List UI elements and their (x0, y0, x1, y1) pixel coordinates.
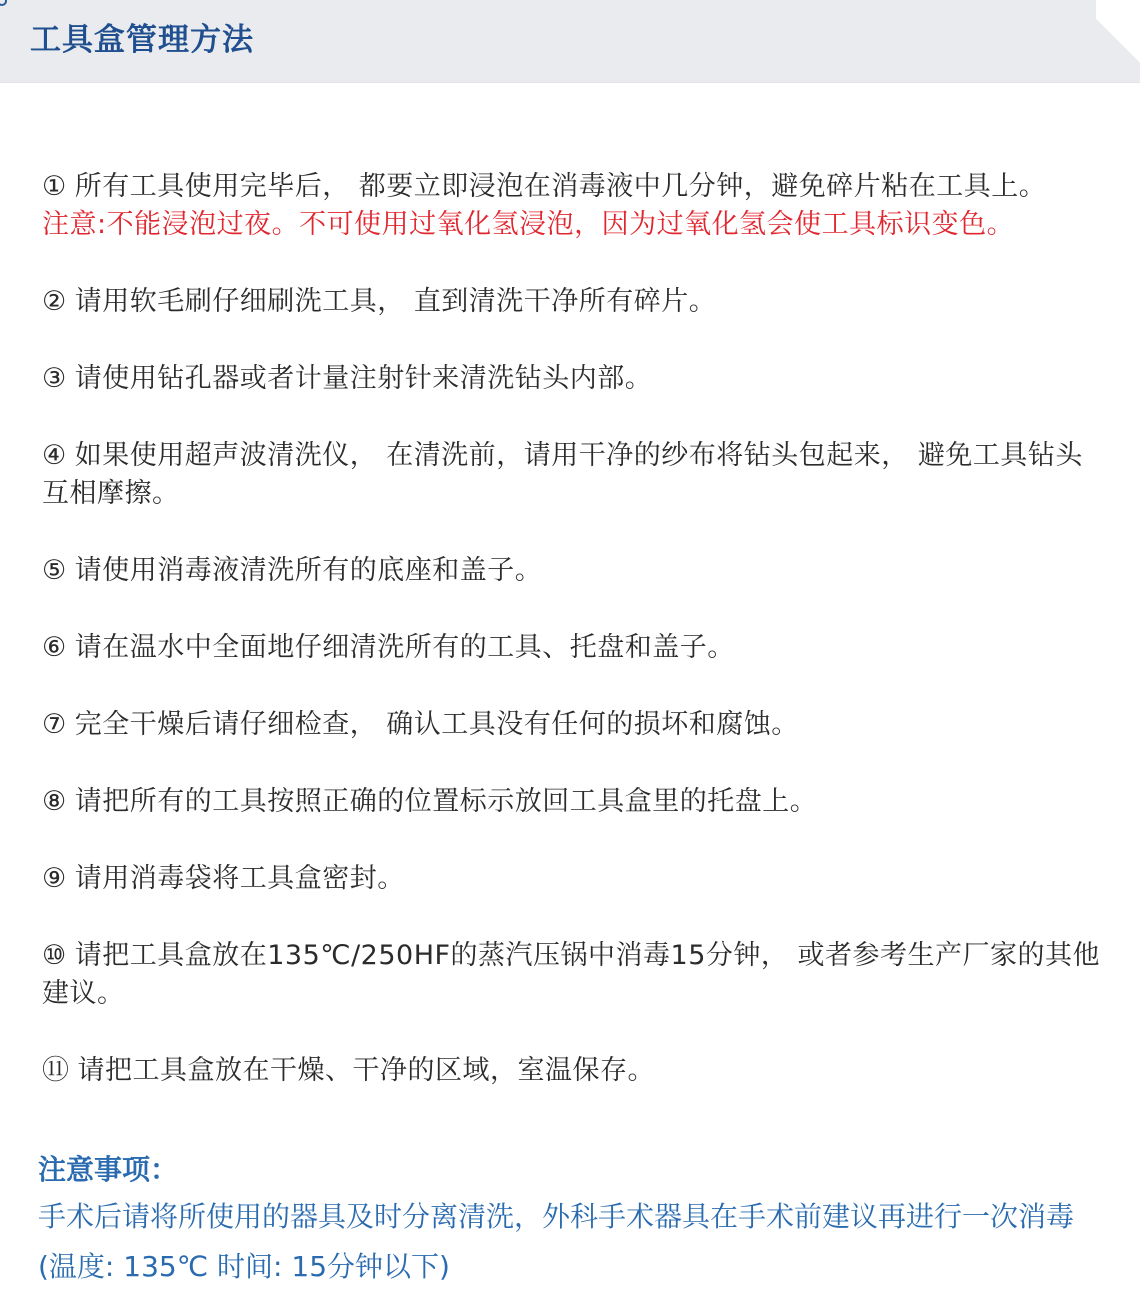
step-text: 请用消毒袋将工具盒密封。 (74, 863, 405, 894)
step-number: ① (42, 171, 67, 202)
steps-list (42, 168, 1102, 1129)
notes-title: 注意事项： (38, 1153, 179, 1186)
step-number: ⑩ (42, 940, 67, 971)
step-text: 请在温水中全面地仔细清洗所有的工具、托盘和盖子。 (74, 632, 735, 663)
step-number: ⑧ (42, 786, 67, 817)
step-number: ⑥ (42, 632, 67, 663)
step-number: ② (42, 286, 67, 317)
step-number: ⑤ (42, 555, 67, 586)
step-text: 完全干燥后请仔细检查， 确认工具没有任何的损坏和腐蚀。 (74, 709, 799, 740)
step-number: ⑪ (42, 1055, 70, 1086)
step-item-10 (42, 937, 1102, 1013)
notes-line-1: 手术后请将所使用的器具及时分离清洗，外科手术器具在手术前建议再进行一次消毒 (38, 1200, 1075, 1233)
step-number: ⑨ (42, 863, 67, 894)
step-text: 请使用消毒液清洗所有的底座和盖子。 (74, 555, 543, 586)
step-text: 所有工具使用完毕后， 都要立即浸泡在消毒液中几分钟，避免碎片粘在工具上。 (74, 171, 1047, 202)
step-text: 请使用钻孔器或者计量注射针来清洗钻头内部。 (74, 363, 653, 394)
step-text: 请把工具盒放在135℃/250HF的蒸汽压锅中消毒15分钟， 或者参考生产厂家的其他建议。 (42, 940, 1100, 1009)
page-title: 工具盒管理方法 (30, 22, 254, 58)
step-item-7 (42, 706, 1102, 744)
step-item-11 (42, 1052, 1102, 1090)
step-item-8 (42, 783, 1102, 821)
step-item-3 (42, 360, 1102, 398)
step-warning: 注意:不能浸泡过夜。不可使用过氧化氢浸泡，因为过氧化氢会使工具标识变色。 (42, 209, 1015, 240)
step-item-2 (42, 283, 1102, 321)
step-text: 如果使用超声波清洗仪， 在清洗前，请用干净的纱布将钻头包起来， 避免工具钻头互相摩擦。 (42, 440, 1083, 509)
step-number: ⑦ (42, 709, 67, 740)
header-band (0, 0, 1140, 83)
step-item-9 (42, 860, 1102, 898)
step-number: ④ (42, 440, 67, 471)
step-number: ③ (42, 363, 67, 394)
notes-line-2: (温度: 135℃ 时间: 15分钟以下) (38, 1250, 450, 1283)
step-item-1 (42, 168, 1102, 244)
header-corner-decoration (1096, 0, 1140, 82)
step-text: 请把工具盒放在干燥、干净的区域，室温保存。 (77, 1055, 655, 1086)
step-item-4 (42, 437, 1102, 513)
step-text: 请把所有的工具按照正确的位置标示放回工具盒里的托盘上。 (74, 786, 818, 817)
corner-circle-icon (0, 0, 7, 6)
step-text: 请用软毛刷仔细刷洗工具， 直到清洗干净所有碎片。 (74, 286, 717, 317)
step-item-6 (42, 629, 1102, 667)
step-item-5 (42, 552, 1102, 590)
notes-section (38, 1148, 1098, 1292)
